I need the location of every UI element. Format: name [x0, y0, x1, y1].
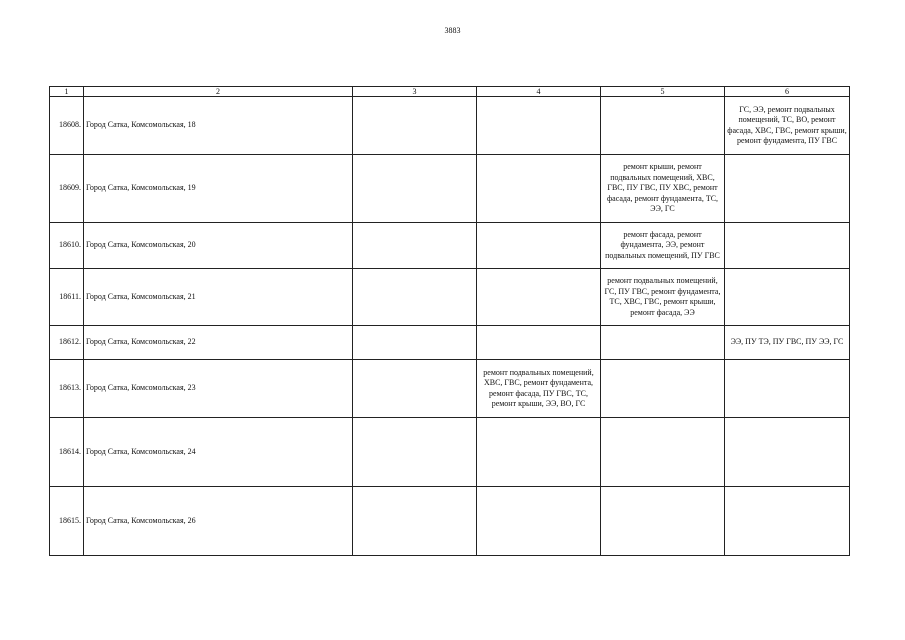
cell-col3: [353, 326, 477, 360]
cell-col3: [353, 155, 477, 223]
cell-col4: [477, 326, 601, 360]
row-number: 18613.: [50, 360, 84, 418]
col-header-1: 1: [50, 87, 84, 97]
cell-col5: ремонт крыши, ремонт подвальных помещений, ХВС, ГВС, ПУ ГВС, ПУ ХВС, ремонт фасада, ремонт фундамента, ТС, ЭЭ, ГС: [601, 155, 725, 223]
header-row: [50, 87, 850, 97]
cell-col5: ремонт подвальных помещений, ГС, ПУ ГВС, ремонт фундамента, ТС, ХВС, ГВС, ремонт крыши, ремонт фасада, ЭЭ: [601, 269, 725, 326]
row-address: Город Сатка, Комсомольская, 24: [84, 418, 353, 487]
cell-col6: [725, 418, 850, 487]
works-table: [49, 86, 850, 556]
cell-col6: [725, 269, 850, 326]
row-number: 18610.: [50, 223, 84, 269]
cell-col5: [601, 418, 725, 487]
cell-col5: ремонт фасада, ремонт фундамента, ЭЭ, ремонт подвальных помещений, ПУ ГВС: [601, 223, 725, 269]
cell-col4: [477, 155, 601, 223]
cell-col4: [477, 418, 601, 487]
table-row: [50, 326, 850, 360]
cell-col6: ЭЭ, ПУ ТЭ, ПУ ГВС, ПУ ЭЭ, ГС: [725, 326, 850, 360]
cell-col6: ГС, ЭЭ, ремонт подвальных помещений, ТС, ВО, ремонт фасада, ХВС, ГВС, ремонт крыши, ремонт фундамента, ПУ ГВС: [725, 97, 850, 155]
table-row: [50, 155, 850, 223]
row-address: Город Сатка, Комсомольская, 23: [84, 360, 353, 418]
row-address: Город Сатка, Комсомольская, 18: [84, 97, 353, 155]
table-row: [50, 269, 850, 326]
cell-col3: [353, 487, 477, 556]
row-address: Город Сатка, Комсомольская, 20: [84, 223, 353, 269]
cell-col5: [601, 97, 725, 155]
table-row: [50, 97, 850, 155]
cell-col3: [353, 269, 477, 326]
row-number: 18608.: [50, 97, 84, 155]
table-row: [50, 487, 850, 556]
row-number: 18612.: [50, 326, 84, 360]
row-address: Город Сатка, Комсомольская, 21: [84, 269, 353, 326]
cell-col4: ремонт подвальных помещений, ХВС, ГВС, ремонт фундамента, ремонт фасада, ПУ ГВС, ТС, ремонт крыши, ЭЭ, ВО, ГС: [477, 360, 601, 418]
col-header-6: 6: [725, 87, 850, 97]
col-header-5: 5: [601, 87, 725, 97]
cell-col4: [477, 487, 601, 556]
cell-col3: [353, 360, 477, 418]
cell-col6: [725, 155, 850, 223]
cell-col4: [477, 223, 601, 269]
cell-col6: [725, 223, 850, 269]
cell-col3: [353, 97, 477, 155]
row-number: 18611.: [50, 269, 84, 326]
row-address: Город Сатка, Комсомольская, 19: [84, 155, 353, 223]
cell-col5: [601, 487, 725, 556]
cell-col3: [353, 223, 477, 269]
table-row: [50, 360, 850, 418]
row-address: Город Сатка, Комсомольская, 22: [84, 326, 353, 360]
col-header-4: 4: [477, 87, 601, 97]
cell-col3: [353, 418, 477, 487]
row-number: 18614.: [50, 418, 84, 487]
col-header-2: 2: [84, 87, 353, 97]
page-number: 3883: [444, 26, 461, 35]
col-header-3: 3: [353, 87, 477, 97]
cell-col5: [601, 326, 725, 360]
row-number: 18615.: [50, 487, 84, 556]
cell-col5: [601, 360, 725, 418]
row-number: 18609.: [50, 155, 84, 223]
cell-col4: [477, 97, 601, 155]
table-row: [50, 418, 850, 487]
row-address: Город Сатка, Комсомольская, 26: [84, 487, 353, 556]
cell-col6: [725, 487, 850, 556]
cell-col4: [477, 269, 601, 326]
cell-col6: [725, 360, 850, 418]
table-row: [50, 223, 850, 269]
